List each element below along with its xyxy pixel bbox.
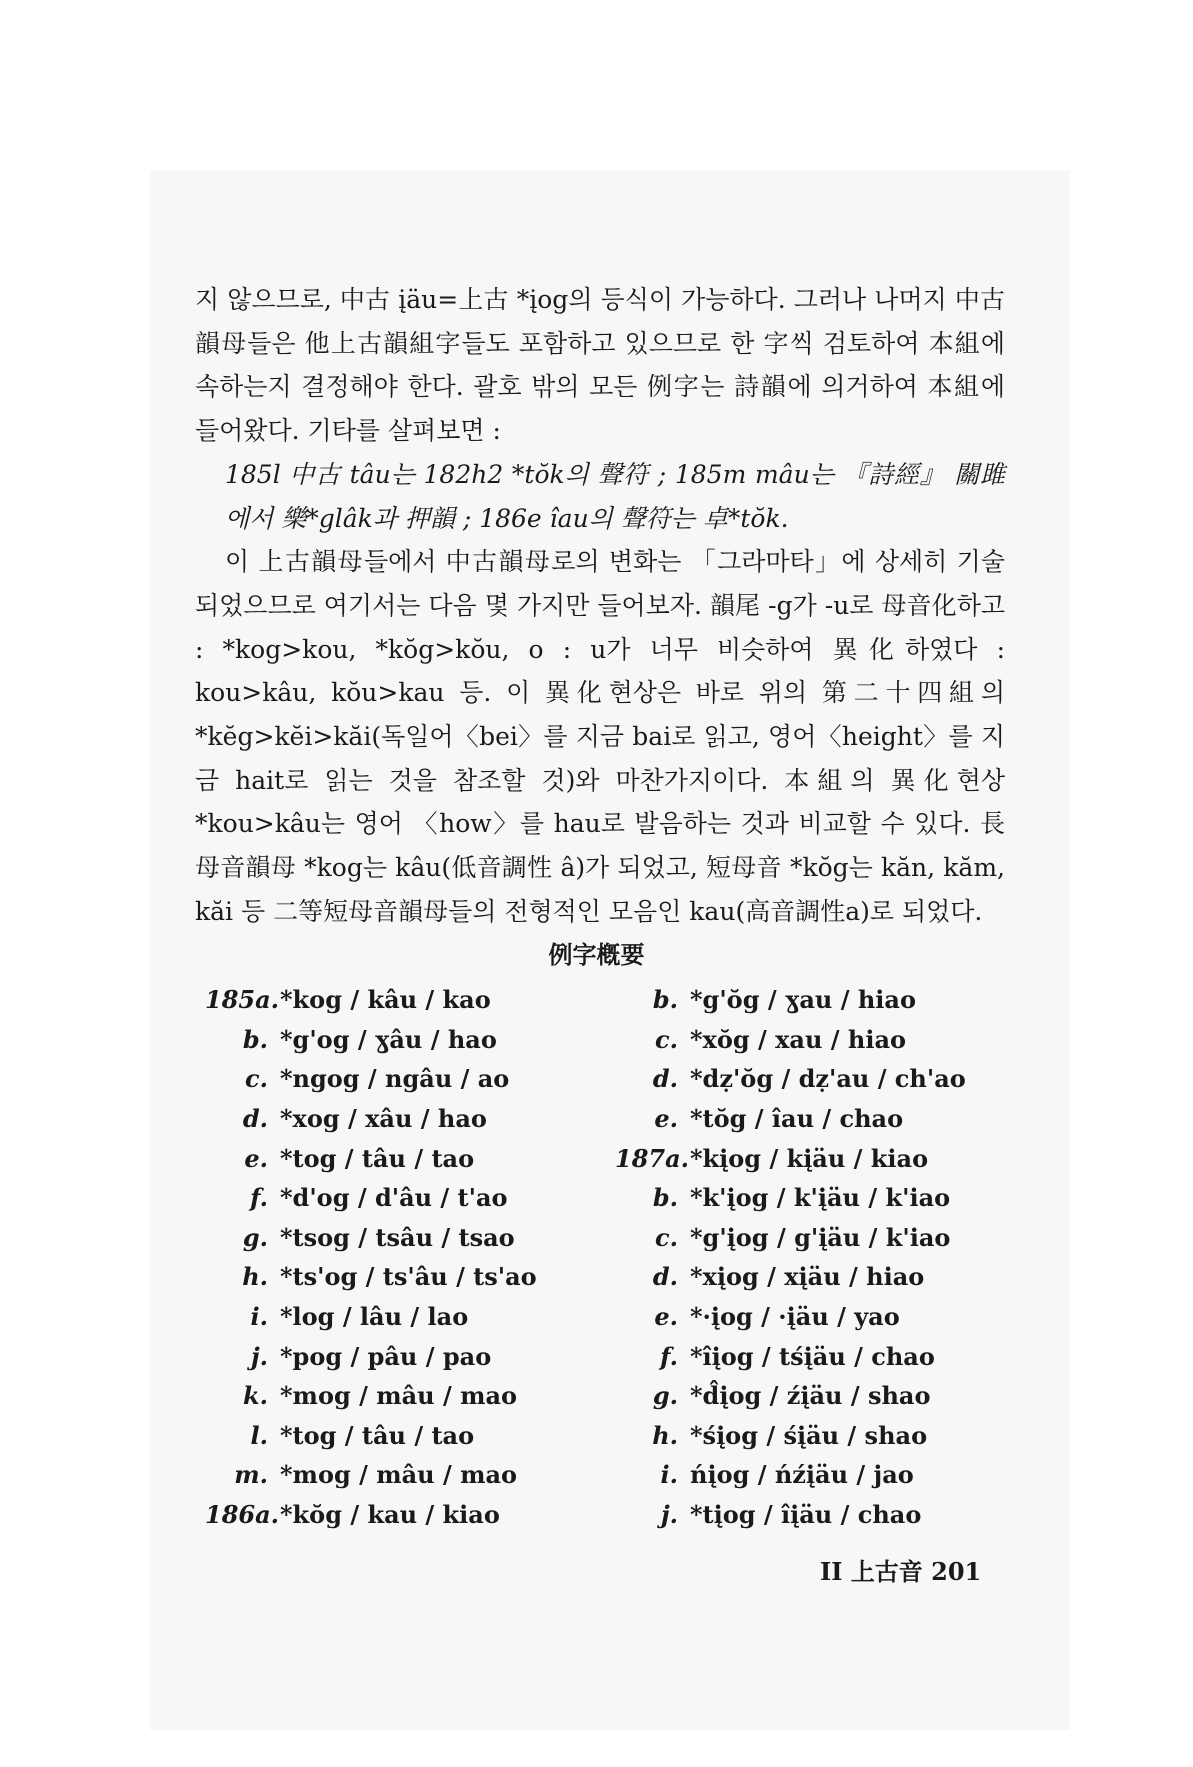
example-row bbox=[205, 1336, 625, 1376]
example-row bbox=[615, 980, 1035, 1020]
example-form: *dẓ'ŏg / dẓ'au / ch'ao bbox=[690, 1064, 966, 1094]
example-form: *log / lâu / lao bbox=[280, 1302, 469, 1332]
example-row bbox=[615, 1336, 1035, 1376]
example-row bbox=[205, 1020, 625, 1060]
example-row bbox=[615, 1297, 1035, 1337]
example-form: ńįog / ńźįäu / jao bbox=[690, 1460, 914, 1490]
example-label: i. bbox=[250, 1302, 268, 1332]
example-form: *kįog / kįäu / kiao bbox=[690, 1143, 929, 1173]
example-label: b. bbox=[242, 1024, 268, 1054]
example-label: e. bbox=[654, 1104, 678, 1134]
page-footer: II 上古音 201 bbox=[820, 1557, 982, 1586]
example-form: *g'og / ɣâu / hao bbox=[280, 1024, 497, 1054]
example-label: l. bbox=[250, 1420, 268, 1450]
example-form: *mog / mâu / mao bbox=[280, 1381, 518, 1411]
example-label: g. bbox=[652, 1381, 678, 1411]
example-label: 187a. bbox=[615, 1143, 690, 1173]
example-label: f. bbox=[660, 1341, 678, 1371]
example-label: b. bbox=[652, 985, 678, 1015]
example-row bbox=[205, 1138, 625, 1178]
example-label: f. bbox=[250, 1183, 268, 1213]
example-label: h. bbox=[242, 1262, 268, 1292]
example-row bbox=[205, 1297, 625, 1337]
example-row bbox=[205, 1059, 625, 1099]
example-label: c. bbox=[245, 1064, 268, 1094]
example-form: *·įog / ·įäu / yao bbox=[690, 1302, 900, 1332]
example-label: h. bbox=[652, 1420, 678, 1450]
example-form: *kog / kâu / kao bbox=[280, 985, 491, 1015]
example-form: *kŏg / kau / kiao bbox=[280, 1500, 500, 1530]
example-form: *g'įog / g'įäu / k'iao bbox=[690, 1222, 951, 1252]
example-label: e. bbox=[654, 1302, 678, 1332]
example-form: *îįog / tśįäu / chao bbox=[690, 1341, 935, 1371]
example-label: g. bbox=[242, 1222, 268, 1252]
example-row bbox=[205, 1178, 625, 1218]
example-form: *xįog / xįäu / hiao bbox=[690, 1262, 925, 1292]
example-row bbox=[615, 1455, 1035, 1495]
example-form: *k'įog / k'įäu / k'iao bbox=[690, 1183, 951, 1213]
example-form: *xog / xâu / hao bbox=[280, 1104, 487, 1134]
example-row bbox=[205, 1218, 625, 1258]
examples-title: 例字槪要 bbox=[548, 940, 645, 969]
paragraph-1: 지 않으므로, 中古 įäu=上古 *įog의 등식이 가능하다. 그러나 나머지 中古韻母들은 他上古韻組字들도 포함하고 있으므로 한 字씩 검토하여 本組에 속하는지 결정해야 한다. 괄호 밖의 모든 例字는 詩韻에 의거하여 本組에 들어왔다. 기타를 살펴보면 : bbox=[195, 285, 1005, 446]
example-label: j. bbox=[660, 1500, 678, 1530]
example-row bbox=[615, 1257, 1035, 1297]
example-form: *tog / tâu / tao bbox=[280, 1420, 475, 1450]
example-label: d. bbox=[652, 1262, 678, 1292]
example-form: *d'og / d'âu / t'ao bbox=[280, 1183, 508, 1213]
examples-right-column bbox=[615, 980, 1035, 1534]
example-form: *tŏg / îau / chao bbox=[690, 1104, 904, 1134]
example-form: *tsog / tsâu / tsao bbox=[280, 1222, 515, 1252]
example-label: 185a. bbox=[205, 985, 280, 1015]
example-label: j. bbox=[250, 1341, 268, 1371]
example-form: *tog / tâu / tao bbox=[280, 1143, 475, 1173]
example-row bbox=[205, 1455, 625, 1495]
example-row bbox=[615, 1218, 1035, 1258]
example-form: *pog / pâu / pao bbox=[280, 1341, 492, 1371]
example-form: *g'ŏg / ɣau / hiao bbox=[690, 985, 916, 1015]
example-label: k. bbox=[243, 1381, 268, 1411]
example-label: c. bbox=[655, 1024, 678, 1054]
example-row bbox=[205, 1099, 625, 1139]
example-label: b. bbox=[652, 1183, 678, 1213]
example-row bbox=[615, 1020, 1035, 1060]
example-form: *mog / mâu / mao bbox=[280, 1460, 518, 1490]
example-row bbox=[615, 1138, 1035, 1178]
example-row bbox=[205, 1495, 625, 1535]
example-row bbox=[615, 1495, 1035, 1535]
example-form: *ts'og / ts'âu / ts'ao bbox=[280, 1262, 537, 1292]
example-row bbox=[615, 1416, 1035, 1456]
example-row bbox=[615, 1059, 1035, 1099]
example-label: m. bbox=[234, 1460, 268, 1490]
example-label: e. bbox=[244, 1143, 268, 1173]
example-row bbox=[205, 1257, 625, 1297]
example-row bbox=[205, 1376, 625, 1416]
example-row bbox=[615, 1178, 1035, 1218]
paragraph-2: 185l 中古 tâu는 182h2 *tŏk의 聲符 ; 185m mâu는 『詩經』 關雎에서 樂*glâk과 押韻 ; 186e îau의 聲符는 卓*tŏk. bbox=[225, 459, 1005, 533]
example-label: 186a. bbox=[205, 1500, 280, 1530]
example-row bbox=[615, 1099, 1035, 1139]
paragraph-3: 이 上古韻母들에서 中古韻母로의 변화는 「그라마타」에 상세히 기술되었으므로 여기서는 다음 몇 가지만 들어보자. 韻尾 -g가 -u로 母音化하고 : *kog>kou, *kŏg>kŏu, o : u가 너무 비슷하여 異化하였다 : kou>kâu, kŏu>kau 등. 이 異化현상은 바로 위의 第二十四組의 *kĕg>kĕi>kăi(독일어〈bei〉를 지금 bai로 읽고, 영어〈height〉를 지금 hait로 읽는 것을 참조할 것)와 마찬가지이다. 本組의 異化현상 *kou>kâu는 영어 〈how〉를 hau로 발음하는 것과 비교할 수 있다. 長母音韻母 *kog는 kâu(低音調性 â)가 되었고, 短母音 *kŏg는 kăn, kăm, kăi 등 二等短母音韻母들의 전형적인 모음인 kau(高音調性a)로 되었다. bbox=[195, 547, 1005, 926]
example-label: d. bbox=[652, 1064, 678, 1094]
example-form: *śįog / śįäu / shao bbox=[690, 1420, 928, 1450]
examples-left-column bbox=[205, 980, 625, 1534]
example-form: *tįog / îįäu / chao bbox=[690, 1500, 922, 1530]
example-form: *ngog / ngâu / ao bbox=[280, 1064, 510, 1094]
body-text bbox=[195, 278, 1005, 934]
example-label: d. bbox=[242, 1104, 268, 1134]
example-row bbox=[205, 1416, 625, 1456]
example-label: i. bbox=[660, 1460, 678, 1490]
example-label: c. bbox=[655, 1222, 678, 1252]
example-form: *xŏg / xau / hiao bbox=[690, 1024, 907, 1054]
example-row bbox=[205, 980, 625, 1020]
example-row bbox=[615, 1376, 1035, 1416]
example-form: *d̂įog / źįäu / shao bbox=[690, 1381, 931, 1411]
